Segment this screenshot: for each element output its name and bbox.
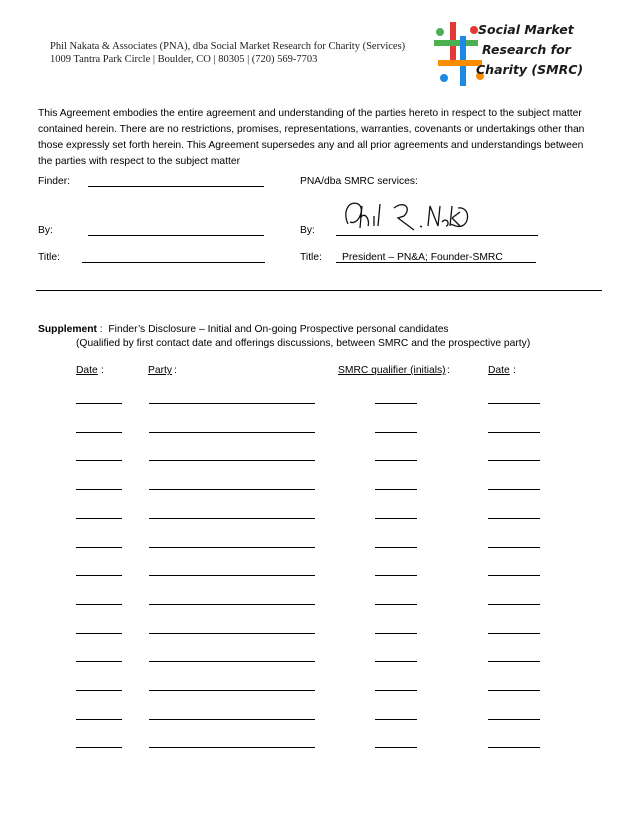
qualifier-blank[interactable] <box>375 518 417 519</box>
title-label-left: Title: <box>38 252 60 263</box>
agreement-paragraph: This Agreement embodies the entire agreement and understanding of the parties hereto in respect to the subject matter contained herein. There are no restrictions, promises, representations, warranties, covenants or undertakings other than those expressly set forth herein. This Agreement supersedes any and all prior agreements and understandings between the parties with respect to the subject matter <box>38 108 585 167</box>
party-blank[interactable] <box>149 747 315 748</box>
signature-stroke-1 <box>346 203 380 228</box>
qualifier-blank[interactable] <box>375 460 417 461</box>
qualifier-blank[interactable] <box>375 747 417 748</box>
colon: : <box>174 365 177 376</box>
supplement-text: Finder’s Disclosure – Initial and On-going Prospective personal candidates <box>108 324 449 335</box>
date-blank-2[interactable] <box>488 604 540 605</box>
date-blank[interactable] <box>76 460 122 461</box>
supplement-subtext: (Qualified by first contact date and offerings discussions, between SMRC and the prospective party) <box>76 338 531 349</box>
date-blank-2[interactable] <box>488 747 540 748</box>
signature-stroke-2 <box>394 205 422 230</box>
qualifier-blank[interactable] <box>375 690 417 691</box>
date-blank-2[interactable] <box>488 575 540 576</box>
date-blank[interactable] <box>76 690 122 691</box>
party-blank[interactable] <box>149 661 315 662</box>
title-line-left[interactable] <box>82 262 265 263</box>
signature-stroke-3 <box>428 206 468 226</box>
date-blank-2[interactable] <box>488 690 540 691</box>
party-blank[interactable] <box>149 460 315 461</box>
pna-label: PNA/dba SMRC services: <box>300 176 418 187</box>
letterhead <box>50 40 405 66</box>
party-blank[interactable] <box>149 633 315 634</box>
date-blank[interactable] <box>76 518 122 519</box>
colon: : <box>101 365 104 376</box>
party-blank[interactable] <box>149 690 315 691</box>
qualifier-blank[interactable] <box>375 432 417 433</box>
logo-dot-blue <box>440 74 448 82</box>
party-blank[interactable] <box>149 403 315 404</box>
date-blank-2[interactable] <box>488 460 540 461</box>
colon: : <box>447 365 450 376</box>
party-blank[interactable] <box>149 604 315 605</box>
party-blank[interactable] <box>149 518 315 519</box>
date-blank[interactable] <box>76 547 122 548</box>
party-blank[interactable] <box>149 575 315 576</box>
date-blank-2[interactable] <box>488 633 540 634</box>
date-blank-2[interactable] <box>488 518 540 519</box>
letterhead-address-line: 1009 Tantra Park Circle | Boulder, CO | 80305 | (720) 569-7703 <box>50 54 318 65</box>
title-line-right <box>336 262 536 263</box>
date-blank[interactable] <box>76 633 122 634</box>
date-blank[interactable] <box>76 604 122 605</box>
date-blank-2[interactable] <box>488 432 540 433</box>
section-divider <box>36 290 602 291</box>
qualifier-blank[interactable] <box>375 633 417 634</box>
by-label-left: By: <box>38 225 53 236</box>
date-blank[interactable] <box>76 719 122 720</box>
logo-text-line1: Social Market <box>478 22 574 37</box>
qualifier-blank[interactable] <box>375 489 417 490</box>
logo-dot-red <box>470 26 478 34</box>
title-label-right: Title: <box>300 252 322 263</box>
logo-green-bar <box>434 40 478 46</box>
date-blank-2[interactable] <box>488 547 540 548</box>
qualifier-blank[interactable] <box>375 604 417 605</box>
title-value-right: President – PN&A; Founder-SMRC <box>342 252 503 263</box>
colon: : <box>513 365 516 376</box>
supplement-separator: : <box>96 324 109 335</box>
qualifier-blank[interactable] <box>375 661 417 662</box>
handwritten-signature <box>340 196 470 236</box>
column-header-qualifier: SMRC qualifier (initials) <box>338 365 446 376</box>
column-header-date: Date <box>76 365 98 376</box>
letterhead-company-line: Phil Nakata & Associates (PNA), dba Social Market Research for Charity (Services) <box>50 41 406 52</box>
date-blank[interactable] <box>76 403 122 404</box>
supplement-heading <box>38 323 449 336</box>
qualifier-blank[interactable] <box>375 719 417 720</box>
date-blank-2[interactable] <box>488 403 540 404</box>
logo-text-line3: Charity (SMRC) <box>476 62 584 77</box>
supplement-label: Supplement <box>38 324 97 335</box>
date-blank[interactable] <box>76 661 122 662</box>
qualifier-blank[interactable] <box>375 547 417 548</box>
date-blank[interactable] <box>76 575 122 576</box>
date-blank[interactable] <box>76 489 122 490</box>
finder-label: Finder: <box>38 176 71 187</box>
by-label-right: By: <box>300 225 315 236</box>
qualifier-blank[interactable] <box>375 403 417 404</box>
qualifier-blank[interactable] <box>375 575 417 576</box>
finder-line[interactable] <box>88 186 264 187</box>
date-blank-2[interactable] <box>488 489 540 490</box>
party-blank[interactable] <box>149 547 315 548</box>
date-blank-2[interactable] <box>488 719 540 720</box>
logo-dot-green <box>436 28 444 36</box>
date-blank-2[interactable] <box>488 661 540 662</box>
date-blank[interactable] <box>76 747 122 748</box>
party-blank[interactable] <box>149 432 315 433</box>
party-blank[interactable] <box>149 719 315 720</box>
logo-text-line2: Research for <box>482 42 571 57</box>
by-line-left[interactable] <box>88 235 264 236</box>
party-blank[interactable] <box>149 489 315 490</box>
date-blank[interactable] <box>76 432 122 433</box>
column-header-party: Party <box>148 365 173 376</box>
column-header-date-2: Date <box>488 365 510 376</box>
smrc-logo <box>430 18 608 90</box>
